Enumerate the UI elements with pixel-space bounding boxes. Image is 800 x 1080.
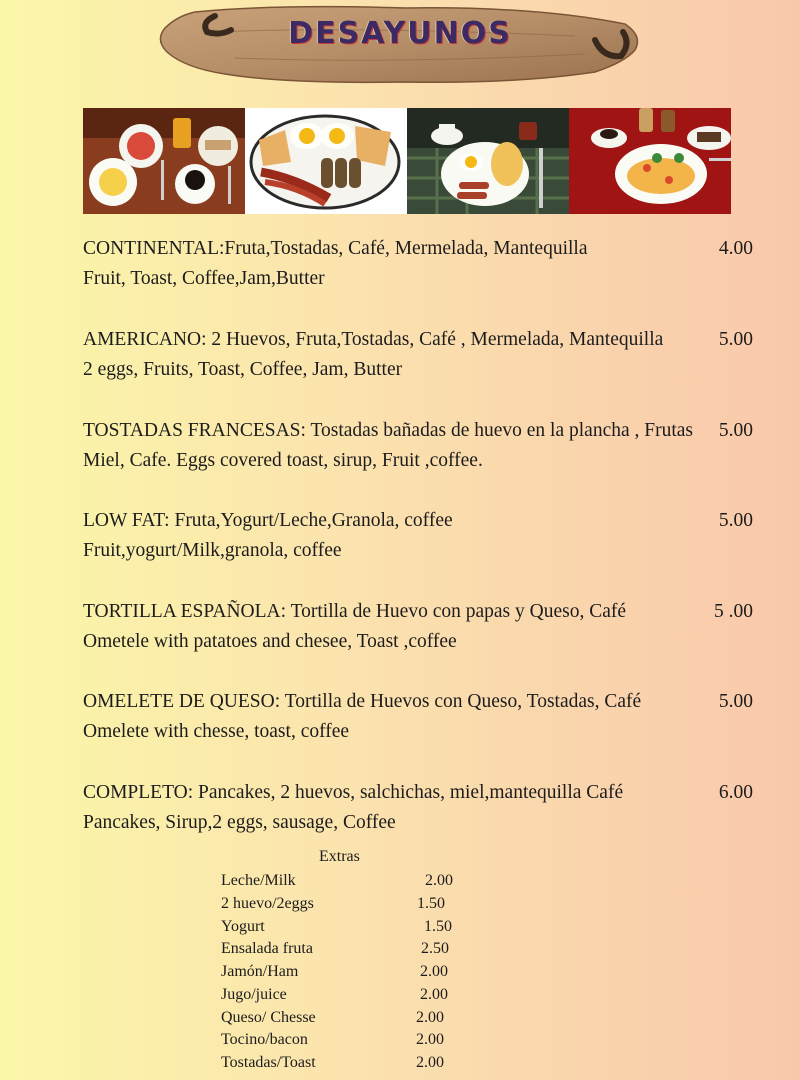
menu-item-price: 5.00 xyxy=(718,329,753,350)
menu-item-spanish: LOW FAT: Fruta,Yogurt/Leche,Granola, coffee xyxy=(83,510,453,531)
eggs-sausage-breakfast-photo xyxy=(407,108,569,214)
menu-item-low-fat xyxy=(83,506,753,566)
breakfast-photo-strip xyxy=(83,108,731,214)
menu-item-price: 5.00 xyxy=(718,691,753,712)
extra-item xyxy=(221,1054,481,1077)
menu-item-english: 2 eggs, Fruits, Toast, Coffee, Jam, Butter xyxy=(83,359,403,380)
extra-item xyxy=(221,895,481,918)
page-title: DESAYUNOS xyxy=(288,16,512,51)
extra-item xyxy=(221,872,481,895)
menu-item-english: Ometele with patatoes and chesee, Toast ,coffee xyxy=(83,631,457,652)
extra-item-name: Ensalada fruta xyxy=(221,940,313,957)
extra-item-name: Queso/ Chesse xyxy=(221,1009,316,1026)
menu-item-spanish: COMPLETO: Pancakes, 2 huevos, salchichas, miel,mantequilla Café xyxy=(83,782,624,803)
extra-item-name: 2 huevo/2eggs xyxy=(221,895,314,912)
menu-item-spanish: AMERICANO: 2 Huevos, Fruta,Tostadas, Café , Mermelada, Mantequilla xyxy=(83,329,664,350)
menu-item-price: 5.00 xyxy=(718,510,753,531)
menu-item-tortilla-espanola xyxy=(83,597,753,657)
extra-item-name: Leche/Milk xyxy=(221,872,296,889)
menu-item-price: 5 .00 xyxy=(714,601,753,622)
extra-item-name: Tostadas/Toast xyxy=(221,1054,316,1071)
menu-item-americano xyxy=(83,325,753,385)
menu-item-spanish: OMELETE DE QUESO: Tortilla de Huevos con Queso, Tostadas, Café xyxy=(83,691,642,712)
american-breakfast-photo xyxy=(245,108,407,214)
menu-item-spanish: CONTINENTAL:Fruta,Tostadas, Café, Mermelada, Mantequilla xyxy=(83,238,588,259)
extra-item-name: Yogurt xyxy=(221,918,265,935)
extra-item-name: Jamón/Ham xyxy=(221,963,299,980)
menu-item-english: Omelete with chesse, toast, coffee xyxy=(83,721,350,742)
menu-item-tostadas-francesas xyxy=(83,416,753,476)
extra-item-price: 2.50 xyxy=(421,940,449,957)
menu-item-price: 4.00 xyxy=(718,238,753,259)
menu-item-english: Fruit,yogurt/Milk,granola, coffee xyxy=(83,540,342,561)
menu-item-completo xyxy=(83,778,753,838)
extra-item-price: 1.50 xyxy=(424,918,452,935)
extra-item-name: Jugo/juice xyxy=(221,986,287,1003)
menu-item-price: 5.00 xyxy=(718,420,753,441)
extra-item-price: 2.00 xyxy=(416,1031,444,1048)
menu-item-spanish: TOSTADAS FRANCESAS: Tostadas bañadas de huevo en la plancha , Frutas xyxy=(83,420,694,441)
menu-item-spanish: TORTILLA ESPAÑOLA: Tortilla de Huevo con papas y Queso, Café xyxy=(83,601,627,622)
continental-breakfast-photo xyxy=(83,108,245,214)
extra-item xyxy=(221,940,481,963)
header-sign xyxy=(155,2,645,86)
extra-item-price: 2.00 xyxy=(420,986,448,1003)
extra-item-price: 2.00 xyxy=(420,963,448,980)
extra-item-price: 2.00 xyxy=(416,1009,444,1026)
extra-item xyxy=(221,986,481,1009)
extras-title: Extras xyxy=(319,848,360,865)
extra-item xyxy=(221,1031,481,1054)
menu-item-english: Miel, Cafe. Eggs covered toast, sirup, Fruit ,coffee. xyxy=(83,450,483,471)
menu-item-english: Fruit, Toast, Coffee,Jam,Butter xyxy=(83,268,325,289)
extra-item-price: 2.00 xyxy=(416,1054,444,1071)
extra-item xyxy=(221,918,481,941)
menu-item-price: 6.00 xyxy=(718,782,753,803)
extra-item-price: 2.00 xyxy=(425,872,453,889)
omelette-breakfast-photo xyxy=(569,108,731,214)
menu-item-continental xyxy=(83,234,753,294)
extra-item-price: 1.50 xyxy=(417,895,445,912)
extra-item xyxy=(221,963,481,986)
menu-item-omelete-de-queso xyxy=(83,687,753,747)
menu-item-english: Pancakes, Sirup,2 eggs, sausage, Coffee xyxy=(83,812,396,833)
extra-item-name: Tocino/bacon xyxy=(221,1031,308,1048)
extra-item xyxy=(221,1009,481,1032)
